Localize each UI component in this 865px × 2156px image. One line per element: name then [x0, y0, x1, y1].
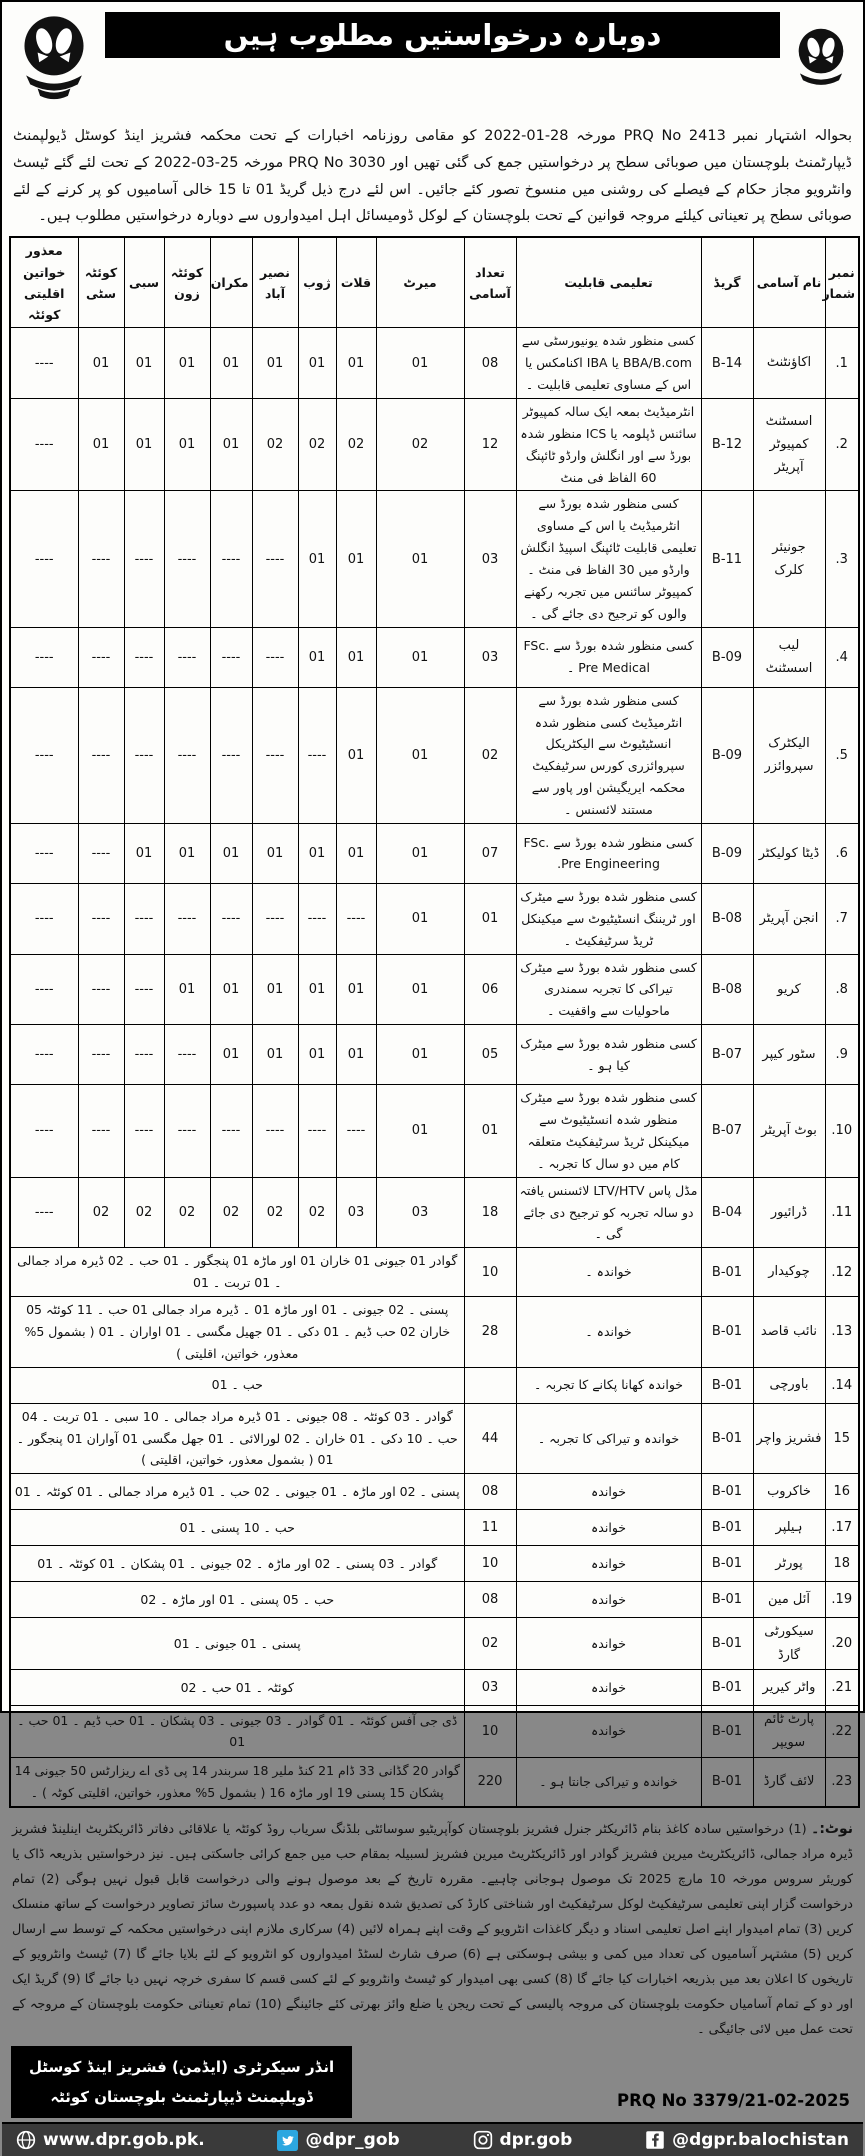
- cell-grade: B-01: [701, 1367, 753, 1403]
- cell-post-name: باورچی: [753, 1367, 825, 1403]
- cell-post-name: لیب اسسٹنٹ: [753, 627, 825, 687]
- cell-quetta_zone: ----: [164, 491, 210, 627]
- facebook-label: @dgpr.balochistan: [672, 2130, 849, 2151]
- cell-quetta_zone: 01: [164, 954, 210, 1025]
- table-row: [10, 1510, 859, 1546]
- cell-merit: 01: [376, 687, 464, 823]
- cell-grade: B-07: [701, 1085, 753, 1178]
- cell-count: 05: [464, 1025, 516, 1085]
- cell-qualification: کسی منظور شدہ بورڈ سے میٹرک اور ٹریننگ انسٹیٹیوٹ سے میکینکل ٹریڈ سرٹیفکیٹ ۔: [516, 883, 701, 954]
- header-count: تعداد آسامی: [464, 237, 516, 328]
- cell-naseerabad: 01: [252, 1025, 298, 1085]
- cell-post-name: سٹور کیپر: [753, 1025, 825, 1085]
- cell-serial: 23.: [825, 1757, 859, 1806]
- table-row: [10, 883, 859, 954]
- cell-region-breakdown: کوئٹہ ۔ 01 حب ۔ 02: [10, 1670, 464, 1706]
- cell-region-breakdown: حب ۔ 05 پسنی ۔ 01 اور ماڑہ ۔ 02: [10, 1582, 464, 1618]
- cell-post-name: نائب قاصد: [753, 1297, 825, 1368]
- cell-region-breakdown: حب ۔ 10 پسنی ۔ 01: [10, 1510, 464, 1546]
- header-grade: گریڈ: [701, 237, 753, 328]
- cell-serial: 13.: [825, 1297, 859, 1368]
- cell-quetta_zone: ----: [164, 1025, 210, 1085]
- table-row: [10, 1367, 859, 1403]
- cell-qualification: کسی منظور شدہ بورڈ سے میٹرک کیا ہو ۔: [516, 1025, 701, 1085]
- cell-sibi: ----: [124, 1025, 164, 1085]
- cell-sibi: 01: [124, 823, 164, 883]
- cell-grade: B-04: [701, 1177, 753, 1248]
- cell-makran: 01: [210, 1025, 252, 1085]
- table-row: [10, 1177, 859, 1248]
- cell-serial: 17.: [825, 1510, 859, 1546]
- note-text: (1) درخواستیں سادہ کاغذ بنام ڈائریکٹر جنرل فشریز بلوچستان کوآپریٹیو سوسائٹی بلڈنگ سریاب روڈ کوئٹہ یا علاقائی دفاتر ڈائریکٹریٹ اینلینڈ فشریز ڈیرہ مراد جمالی، ڈائریکٹریٹ میرین فشریز گوادر اور ڈائریکٹریٹ میرین فشریز لسبیلہ بمقام حب میں جمع کرائی جاسکتی ہیں۔ نیز درخواستیں بذریعہ ڈاک یا کوریئر سروس مورخہ 10 مارچ 2025 تک موصول ہوجانی چاہیے۔ مقررہ تاریخ کے بعد موصول ہونے والی درخواست قابل قبول نہیں ہوگی (2) تمام درخواست گزار اپنی تعلیمی سرٹیفکیٹ لوکل سرٹیفکیٹ اور شناختی کارڈ کی تصدیق شدہ نقول بمعہ دو عدد پاسپورٹ سائز تصاویر درخواست کے ساتھ منسلک کریں (3) تمام امیدوار اپنے اصل تعلیمی اسناد و دیگر کاغذات انٹرویو کے وقت اپنے ہمراہ لائیں (4) سرکاری ملازم اپنی درخواستیں محکمہ کے توسط سے ارسال کریں (5) مشتہر آسامیوں کی تعداد میں کمی و بیشی ہوسکتی ہے (6) صرف شارٹ لسٹڈ امیدواروں کو انٹرویو کے لئے بلایا جائے گا (7) ٹیسٹ وانٹرویو کے تاریخوں کا اعلان بعد میں بذریعہ اخبارات کیا جائے گا (8) کسی بھی امیدوار کو ٹیسٹ وانٹرویو کے لئے کسی قسم کا سفری خرچہ نہیں دیا جائے گا (9) گریڈ ایک اور دو کے تمام آسامیاں حکومت بلوچستان کی مروجہ پالیسی کے تحت ریجن یا ضلع وائز بھرتی کئے جائینگے (10) تمام تعیناتی حکومت بلوچستان کے مروجہ کے تحت عمل میں لائی جائیگی ۔: [12, 1821, 854, 2037]
- cell-makran: 01: [210, 398, 252, 491]
- cell-quetta_city: ----: [78, 491, 124, 627]
- cell-serial: 11.: [825, 1177, 859, 1248]
- cell-zhob: 01: [298, 491, 336, 627]
- cell-qalat: 02: [336, 398, 376, 491]
- cell-qalat: 01: [336, 954, 376, 1025]
- cell-sibi: ----: [124, 954, 164, 1025]
- cell-quetta_city: ----: [78, 883, 124, 954]
- table-row: [10, 1546, 859, 1582]
- cell-sibi: 01: [124, 398, 164, 491]
- cell-makran: ----: [210, 627, 252, 687]
- header-serial: نمبر شمار: [825, 237, 859, 328]
- cell-qualification: خواندہ و تیراکی جانتا ہو ۔: [516, 1757, 701, 1806]
- cell-zhob: 01: [298, 627, 336, 687]
- cell-naseerabad: 01: [252, 328, 298, 399]
- cell-post-name: لائف گارڈ: [753, 1757, 825, 1806]
- website-label: www.dpr.gob.pk.: [43, 2130, 205, 2151]
- cell-grade: B-14: [701, 328, 753, 399]
- cell-count: 01: [464, 1085, 516, 1178]
- table-row: [10, 1248, 859, 1297]
- cell-makran: ----: [210, 1085, 252, 1178]
- cell-makran: 01: [210, 823, 252, 883]
- cell-sibi: ----: [124, 491, 164, 627]
- cell-post-name: پورٹر: [753, 1546, 825, 1582]
- cell-post-name: اکاؤنٹنٹ: [753, 328, 825, 399]
- cell-quetta_city: 01: [78, 398, 124, 491]
- instagram-item: [473, 2130, 573, 2150]
- cell-makran: ----: [210, 491, 252, 627]
- cell-disabled: ----: [10, 883, 78, 954]
- cell-grade: B-07: [701, 1025, 753, 1085]
- cell-serial: 22.: [825, 1706, 859, 1758]
- header-qalat: قلات: [336, 237, 376, 328]
- table-row: [10, 328, 859, 399]
- cell-sibi: ----: [124, 1085, 164, 1178]
- cell-grade: B-11: [701, 491, 753, 627]
- cell-quetta_city: ----: [78, 627, 124, 687]
- cell-grade: B-01: [701, 1297, 753, 1368]
- table-row: [10, 491, 859, 627]
- note-label: نوٹ:۔: [811, 1820, 854, 1837]
- cell-qualification: کسی منظور شدہ بورڈ سے FSc. Pre Medical ۔: [516, 627, 701, 687]
- cell-qualification: خواندہ: [516, 1474, 701, 1510]
- cell-quetta_city: 01: [78, 328, 124, 399]
- table-row: [10, 1297, 859, 1368]
- cell-serial: 3.: [825, 491, 859, 627]
- cell-qualification: خواندہ کھانا پکانے کا تجربہ ۔: [516, 1367, 701, 1403]
- cell-quetta_city: ----: [78, 1025, 124, 1085]
- intro-paragraph: بحوالہ اشتہار نمبر PRQ No 2413 مورخہ 28-01-2022 کو مقامی روزنامہ اخبارات کے تحت محکمہ فشریز اینڈ کوسٹل ڈیولپمنٹ ڈیپارٹمنٹ بلوچستان میں صوبائی سطح پر درخواستیں جمع کی گئی تھیں اور PRQ No 3030 مورخہ 25-03-2022 کے تحت لئے گئے ٹیسٹ وانٹرویو مجاز حکام کے فیصلے کی روشنی میں منسوخ تصور کئے جائیں۔ اس لئے درج ذیل گریڈ 01 تا 15 خالی آسامیوں کو پر کرنے کے لئے صوبائی سطح پر تعیناتی کیلئے مروجہ قوانین کے تحت بلوچستان کے لوکل ڈومیسائل اہل امیدواروں سے دوبارہ درخواستیں مطلوب ہیں۔: [13, 128, 853, 225]
- cell-qualification: مڈل پاس LTV/HTV لائسنس یافتہ دو سالہ تجربہ کو ترجیح دی جائے گی ۔: [516, 1177, 701, 1248]
- cell-makran: 02: [210, 1177, 252, 1248]
- signature-block: [11, 2046, 352, 2118]
- table-row: [10, 954, 859, 1025]
- table-row: [10, 1403, 859, 1474]
- cell-disabled: ----: [10, 398, 78, 491]
- cell-qualification: خواندہ ۔: [516, 1297, 701, 1368]
- cell-post-name: پارٹ ٹائم سویپر: [753, 1706, 825, 1758]
- cell-count: [464, 1367, 516, 1403]
- cell-grade: B-12: [701, 398, 753, 491]
- cell-sibi: ----: [124, 883, 164, 954]
- cell-merit: 01: [376, 1025, 464, 1085]
- cell-naseerabad: ----: [252, 687, 298, 823]
- cell-serial: 7.: [825, 883, 859, 954]
- cell-zhob: 01: [298, 1025, 336, 1085]
- cell-qalat: ----: [336, 1085, 376, 1178]
- cell-count: 07: [464, 823, 516, 883]
- cell-zhob: 02: [298, 398, 336, 491]
- cell-makran: ----: [210, 687, 252, 823]
- cell-merit: 03: [376, 1177, 464, 1248]
- cell-count: 08: [464, 1474, 516, 1510]
- cell-grade: B-01: [701, 1618, 753, 1670]
- cell-qualification: خواندہ: [516, 1670, 701, 1706]
- cell-qualification: کسی منظور شدہ بورڈ سے FSc. Pre Engineering.: [516, 823, 701, 883]
- cell-post-name: فشریز واچر: [753, 1403, 825, 1474]
- cell-sibi: ----: [124, 687, 164, 823]
- cell-merit: 01: [376, 954, 464, 1025]
- cell-zhob: 01: [298, 328, 336, 399]
- cell-quetta_zone: 01: [164, 328, 210, 399]
- cell-merit: 01: [376, 883, 464, 954]
- cell-disabled: ----: [10, 491, 78, 627]
- cell-count: 01: [464, 883, 516, 954]
- table-row: [10, 1670, 859, 1706]
- cell-serial: 14.: [825, 1367, 859, 1403]
- cell-qualification: کسی منظور شدہ بورڈ سے میٹرک تیراکی کا تجربہ سمندری ماحولیات سے واقفیت ۔: [516, 954, 701, 1025]
- cell-grade: B-09: [701, 687, 753, 823]
- table-row: [10, 1582, 859, 1618]
- cell-serial: 8.: [825, 954, 859, 1025]
- signature-line2: ڈویلپمنٹ ڈیپارٹمنٹ بلوچستان کوئٹہ: [50, 2088, 313, 2107]
- table-row: [10, 1025, 859, 1085]
- table-row: [10, 398, 859, 491]
- cell-merit: 01: [376, 491, 464, 627]
- header-merit: میرٹ: [376, 237, 464, 328]
- cell-qalat: ----: [336, 883, 376, 954]
- cell-merit: 01: [376, 823, 464, 883]
- header-makran: مکران: [210, 237, 252, 328]
- cell-region-breakdown: گوادر 20 گڈانی 33 ڈام 21 کنڈ ملیر 18 سربندر 14 پی ڈی اے ریزارٹس 50 جیونی 14 پشکان 15 پسنی 19 اور ماڑہ 16 ( بشمول 5% معذور، خواتین، اقلیتی کوٹہ ) ۔: [10, 1757, 464, 1806]
- cell-count: 08: [464, 1582, 516, 1618]
- cell-count: 44: [464, 1403, 516, 1474]
- cell-region-breakdown: پسنی ۔ 01 جیونی ۔ 01: [10, 1618, 464, 1670]
- cell-grade: B-08: [701, 954, 753, 1025]
- cell-merit: 02: [376, 398, 464, 491]
- cell-merit: 01: [376, 328, 464, 399]
- header-post: نام آسامی: [753, 237, 825, 328]
- cell-qalat: 01: [336, 823, 376, 883]
- cell-qualification: خواندہ ۔: [516, 1248, 701, 1297]
- cell-post-name: بوٹ آپریٹر: [753, 1085, 825, 1178]
- facebook-icon: [645, 2130, 665, 2150]
- header-sibi: سبی: [124, 237, 164, 328]
- cell-region-breakdown: گوادر ۔ 03 پسنی ۔ 02 اور ماڑہ ۔ 02 جیونی ۔ 01 پشکان ۔ 01 کوئٹہ ۔ 01: [10, 1546, 464, 1582]
- cell-serial: 2.: [825, 398, 859, 491]
- table-row: [10, 687, 859, 823]
- cell-sibi: ----: [124, 627, 164, 687]
- cell-serial: 9.: [825, 1025, 859, 1085]
- cell-quetta_zone: ----: [164, 1085, 210, 1178]
- cell-serial: 20.: [825, 1618, 859, 1670]
- cell-grade: B-01: [701, 1706, 753, 1758]
- cell-count: 10: [464, 1248, 516, 1297]
- cell-qalat: 01: [336, 491, 376, 627]
- cell-region-breakdown: گوادر 01 جیونی 01 خاران 01 اور ماڑہ 01 پنجگور ۔ 01 حب ۔ 02 ڈیرہ مراد جمالی ۔ 01 تربت ۔ 01: [10, 1248, 464, 1297]
- cell-disabled: ----: [10, 627, 78, 687]
- cell-zhob: 01: [298, 954, 336, 1025]
- cell-serial: 15: [825, 1403, 859, 1474]
- cell-post-name: ہیلپر: [753, 1510, 825, 1546]
- table-row: [10, 1706, 859, 1758]
- cell-naseerabad: ----: [252, 491, 298, 627]
- bottom-row: [9, 2044, 856, 2122]
- cell-count: 220: [464, 1757, 516, 1806]
- cell-count: 03: [464, 491, 516, 627]
- cell-qalat: 01: [336, 687, 376, 823]
- cell-quetta_zone: 01: [164, 823, 210, 883]
- cell-quetta_zone: ----: [164, 883, 210, 954]
- cell-post-name: ڈیٹا کولیکٹر: [753, 823, 825, 883]
- cell-region-breakdown: گوادر ۔ 03 کوئٹہ ۔ 08 جیونی ۔ 01 ڈیرہ مراد جمالی ۔ 10 سبی ۔ 01 تربت ۔ 04 حب ۔ 10 دکی ۔ 01 خاران ۔ 02 لورالائی ۔ 01 جھل مگسی 01 آواران 01 پنجگور ۔ 01 ( بشمول معذور، خواتین، اقلیتی ): [10, 1403, 464, 1474]
- cell-count: 10: [464, 1546, 516, 1582]
- header-zhob: ژوب: [298, 237, 336, 328]
- cell-post-name: خاکروب: [753, 1474, 825, 1510]
- cell-qualification: خواندہ: [516, 1510, 701, 1546]
- fisheries-crest-icon: [13, 9, 95, 113]
- cell-serial: 1.: [825, 328, 859, 399]
- cell-grade: B-01: [701, 1582, 753, 1618]
- cell-zhob: ----: [298, 687, 336, 823]
- cell-qualification: کسی منظور شدہ بورڈ سے میٹرک منظور شدہ انسٹیٹیوٹ سے میکینکل ٹریڈ سرٹیفکیٹ متعلقہ کام میں دو سال کا تجربہ ۔: [516, 1085, 701, 1178]
- fisheries-crest-icon: [790, 9, 852, 103]
- cell-count: 11: [464, 1510, 516, 1546]
- header-quetta-city: کوئٹہ سٹی: [78, 237, 124, 328]
- cell-makran: 01: [210, 328, 252, 399]
- table-header-row: [10, 237, 859, 328]
- cell-post-name: کریو: [753, 954, 825, 1025]
- header-disabled-quota: معذور خواتین اقلیتی کوئٹہ: [10, 237, 78, 328]
- cell-disabled: ----: [10, 1025, 78, 1085]
- table-row: [10, 823, 859, 883]
- cell-qualification: کسی منظور شدہ یونیورسٹی سے BBA/B.com یا IBA اکنامکس یا اس کے مساوی تعلیمی قابلیت ۔: [516, 328, 701, 399]
- cell-serial: 16: [825, 1474, 859, 1510]
- cell-post-name: الیکٹرک سپروائزر: [753, 687, 825, 823]
- cell-disabled: ----: [10, 1177, 78, 1248]
- cell-quetta_city: 02: [78, 1177, 124, 1248]
- cell-qualification: کسی منظور شدہ بورڈ سے انٹرمیڈیٹ یا اس کے مساوی تعلیمی قابلیت ٹائپنگ اسپیڈ انگلش وارڈو میں 30 الفاظ فی منٹ ۔ کمپیوٹر سائنس میں تجربہ رکھنے والوں کو ترجیح دی جائے گی ۔: [516, 491, 701, 627]
- cell-grade: B-01: [701, 1757, 753, 1806]
- cell-zhob: 02: [298, 1177, 336, 1248]
- cell-sibi: 02: [124, 1177, 164, 1248]
- cell-disabled: ----: [10, 823, 78, 883]
- cell-qalat: 01: [336, 627, 376, 687]
- note-paragraph: [9, 1808, 856, 2045]
- cell-grade: B-01: [701, 1670, 753, 1706]
- cell-post-name: سیکورٹی گارڈ: [753, 1618, 825, 1670]
- cell-serial: 21.: [825, 1670, 859, 1706]
- cell-count: 10: [464, 1706, 516, 1758]
- cell-disabled: ----: [10, 328, 78, 399]
- cell-qualification: خواندہ: [516, 1582, 701, 1618]
- header-quetta-zone: کوئٹہ زون: [164, 237, 210, 328]
- cell-makran: ----: [210, 883, 252, 954]
- cell-qualification: خواندہ: [516, 1706, 701, 1758]
- cell-post-name: جونیئر کلرک: [753, 491, 825, 627]
- cell-count: 03: [464, 1670, 516, 1706]
- cell-post-name: ڈرائیور: [753, 1177, 825, 1248]
- cell-naseerabad: 01: [252, 823, 298, 883]
- cell-grade: B-08: [701, 883, 753, 954]
- cell-qualification: کسی منظور شدہ بورڈ سے انٹرمیڈیٹ کسی منظور شدہ انسٹیٹیوٹ سے الیکٹریکل سپروائزری کورس سرٹیفکیٹ محکمہ ایریگیشن اور پاور سے مستند لائسنس ۔: [516, 687, 701, 823]
- cell-zhob: ----: [298, 883, 336, 954]
- cell-grade: B-09: [701, 627, 753, 687]
- cell-zhob: 01: [298, 823, 336, 883]
- cell-quetta_zone: ----: [164, 687, 210, 823]
- cell-grade: B-01: [701, 1546, 753, 1582]
- cell-qualification: انٹرمیڈیٹ بمعہ ایک سالہ کمپیوٹر سائنس ڈپلومہ یا ICS منظور شدہ بورڈ سے اور انگلش وارڈو ٹائپنگ 60 الفاظ فی منٹ: [516, 398, 701, 491]
- cell-naseerabad: ----: [252, 627, 298, 687]
- twitter-icon: [277, 2130, 298, 2151]
- table-row: [10, 1757, 859, 1806]
- cell-quetta_zone: 02: [164, 1177, 210, 1248]
- cell-region-breakdown: حب ۔ 01: [10, 1367, 464, 1403]
- header-qualification: تعلیمی قابلیت: [516, 237, 701, 328]
- cell-grade: B-09: [701, 823, 753, 883]
- cell-post-name: آئل مین: [753, 1582, 825, 1618]
- cell-count: 06: [464, 954, 516, 1025]
- prq-number: PRQ No 3379/21-02-2025: [617, 2091, 850, 2111]
- cell-post-name: اسسٹنٹ کمپیوٹر آپریٹر: [753, 398, 825, 491]
- cell-serial: 5.: [825, 687, 859, 823]
- cell-naseerabad: 02: [252, 398, 298, 491]
- table-row: [10, 627, 859, 687]
- cell-merit: 01: [376, 627, 464, 687]
- cell-disabled: ----: [10, 1085, 78, 1178]
- cell-region-breakdown: ڈی جی آفس کوئٹہ ۔ 01 گوادر ۔ 03 جیونی ۔ 03 پشکان ۔ 01 حب ڈیم ۔ 01 حب ۔ 01: [10, 1706, 464, 1758]
- instagram-label: dpr.gob: [499, 2130, 573, 2151]
- cell-post-name: انجن آپریٹر: [753, 883, 825, 954]
- globe-icon: [16, 2130, 36, 2150]
- cell-grade: B-01: [701, 1474, 753, 1510]
- signature-line1: انڈر سیکرٹری (ایڈمن) فشریز اینڈ کوسٹل: [29, 2058, 335, 2077]
- cell-count: 02: [464, 687, 516, 823]
- cell-quetta_zone: ----: [164, 627, 210, 687]
- cell-quetta_city: ----: [78, 954, 124, 1025]
- cell-count: 18: [464, 1177, 516, 1248]
- cell-naseerabad: 02: [252, 1177, 298, 1248]
- cell-post-name: واٹر کیریر: [753, 1670, 825, 1706]
- page-title: دوبارہ درخواستیں مطلوب ہیں: [105, 12, 780, 58]
- cell-qualification: خواندہ: [516, 1618, 701, 1670]
- masthead: [9, 7, 856, 115]
- cell-serial: 19.: [825, 1582, 859, 1618]
- social-footer: [2, 2122, 863, 2156]
- cell-disabled: ----: [10, 687, 78, 823]
- cell-serial: 12.: [825, 1248, 859, 1297]
- cell-zhob: ----: [298, 1085, 336, 1178]
- cell-count: 02: [464, 1618, 516, 1670]
- cell-qalat: 01: [336, 328, 376, 399]
- facebook-item: [645, 2130, 849, 2150]
- cell-qualification: خواندہ: [516, 1546, 701, 1582]
- cell-serial: 18: [825, 1546, 859, 1582]
- cell-grade: B-01: [701, 1403, 753, 1474]
- header-naseerabad: نصیر آباد: [252, 237, 298, 328]
- cell-count: 08: [464, 328, 516, 399]
- website-item: [16, 2130, 205, 2150]
- cell-qalat: 03: [336, 1177, 376, 1248]
- cell-serial: 4.: [825, 627, 859, 687]
- cell-quetta_city: ----: [78, 1085, 124, 1178]
- cell-count: 03: [464, 627, 516, 687]
- advertisement-content: [9, 7, 856, 2044]
- cell-qalat: 01: [336, 1025, 376, 1085]
- cell-merit: 01: [376, 1085, 464, 1178]
- cell-makran: 01: [210, 954, 252, 1025]
- cell-grade: B-01: [701, 1248, 753, 1297]
- cell-quetta_zone: 01: [164, 398, 210, 491]
- cell-sibi: 01: [124, 328, 164, 399]
- twitter-item: [277, 2130, 399, 2151]
- cell-count: 12: [464, 398, 516, 491]
- cell-count: 28: [464, 1297, 516, 1368]
- cell-quetta_city: ----: [78, 687, 124, 823]
- cell-quetta_city: ----: [78, 823, 124, 883]
- table-row: [10, 1085, 859, 1178]
- vacancies-table: [9, 236, 860, 1807]
- instagram-icon: [473, 2130, 493, 2150]
- cell-naseerabad: ----: [252, 883, 298, 954]
- cell-region-breakdown: پسنی ۔ 02 جیونی ۔ 01 اور ماڑہ 01 ۔ ڈیرہ مراد جمالی 01 حب ۔ 11 کوئٹہ 05 خاران 02 حب ڈیم ۔ 01 دکی ۔ 01 جھیل مگسی ۔ 01 اواران ۔ 01 ( بشمول 5% معذور، خواتین، اقلیتی ): [10, 1297, 464, 1368]
- cell-naseerabad: ----: [252, 1085, 298, 1178]
- cell-post-name: چوکیدار: [753, 1248, 825, 1297]
- cell-qualification: خواندہ و تیراکی کا تجربہ ۔: [516, 1403, 701, 1474]
- cell-serial: 10.: [825, 1085, 859, 1178]
- table-row: [10, 1474, 859, 1510]
- cell-serial: 6.: [825, 823, 859, 883]
- cell-naseerabad: 01: [252, 954, 298, 1025]
- table-row: [10, 1618, 859, 1670]
- cell-region-breakdown: پسنی ۔ 02 اور ماڑہ ۔ 01 جیونی ۔ 02 حب ۔ 01 ڈیرہ مراد جمالی ۔ 01 کوئٹہ ۔ 01: [10, 1474, 464, 1510]
- twitter-label: @dpr_gob: [305, 2130, 400, 2151]
- cell-disabled: ----: [10, 954, 78, 1025]
- cell-grade: B-01: [701, 1510, 753, 1546]
